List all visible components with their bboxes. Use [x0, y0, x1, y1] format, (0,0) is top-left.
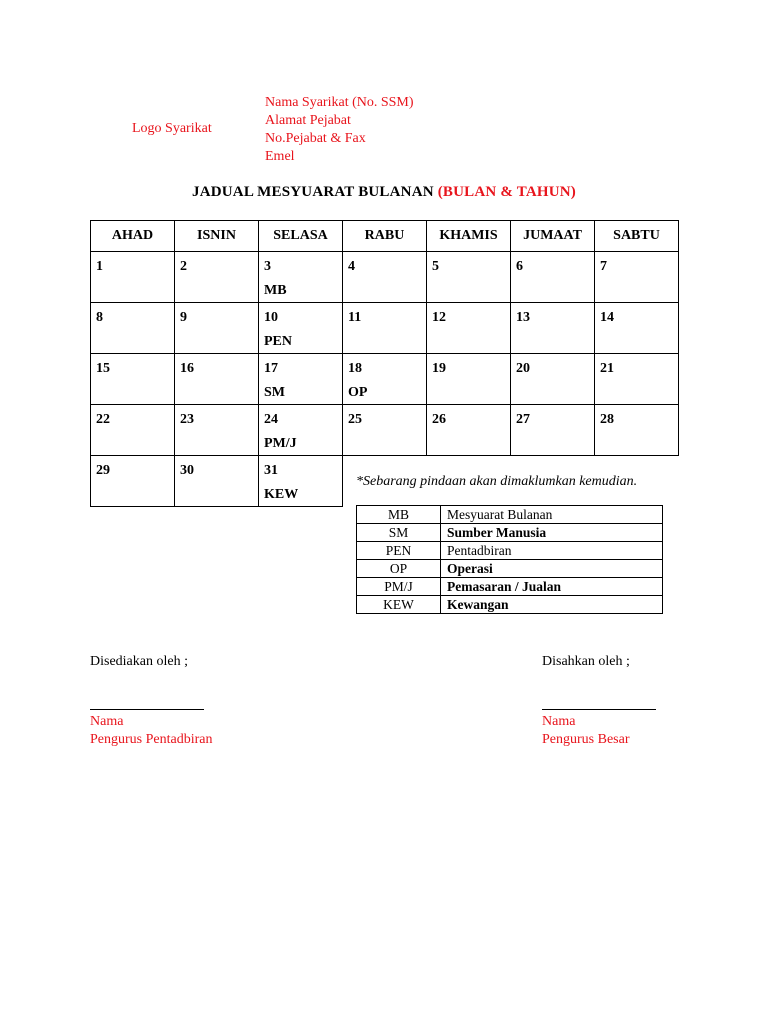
day-number: 17 [264, 361, 278, 376]
calendar-week-row [91, 405, 679, 456]
day-header: SABTU [595, 221, 679, 252]
calendar-day-cell [91, 252, 175, 303]
title-month-year: (BULAN & TAHUN) [437, 184, 576, 200]
prepared-name: Nama [90, 714, 124, 729]
legend-code: SM [357, 524, 441, 542]
day-number: 23 [180, 412, 194, 427]
day-number: 26 [432, 412, 446, 427]
calendar-day-cell [259, 456, 343, 507]
day-number: 7 [600, 259, 607, 274]
calendar-day-cell [259, 252, 343, 303]
calendar-day-cell [175, 303, 259, 354]
calendar-day-cell [427, 303, 511, 354]
day-number: 22 [96, 412, 110, 427]
calendar-day-cell [511, 405, 595, 456]
company-email: Emel [265, 149, 295, 164]
calendar-day-cell [427, 252, 511, 303]
day-number: 8 [96, 310, 103, 325]
meeting-code: MB [264, 283, 287, 298]
amendment-note: *Sebarang pindaan akan dimaklumkan kemudian. [356, 474, 638, 489]
legend-row [357, 596, 663, 614]
legend-row [357, 524, 663, 542]
calendar-day-cell [511, 354, 595, 405]
calendar-day-cell [511, 252, 595, 303]
calendar-week-row [91, 354, 679, 405]
day-number: 6 [516, 259, 523, 274]
calendar-day-cell [595, 354, 679, 405]
calendar-day-cell [595, 405, 679, 456]
day-number: 12 [432, 310, 446, 325]
approved-by-block [542, 653, 656, 749]
legend-row [357, 506, 663, 524]
legend-code: OP [357, 560, 441, 578]
calendar-day-cell [91, 303, 175, 354]
day-number: 3 [264, 259, 271, 274]
calendar-day-cell [343, 354, 427, 405]
calendar-day-cell [511, 303, 595, 354]
calendar-day-cell [91, 354, 175, 405]
day-number: 24 [264, 412, 278, 427]
legend-code: MB [357, 506, 441, 524]
day-number: 4 [348, 259, 355, 274]
day-number: 29 [96, 463, 110, 478]
day-number: 2 [180, 259, 187, 274]
company-phone-fax: No.Pejabat & Fax [265, 131, 366, 146]
legend-meaning: Kewangan [441, 596, 663, 614]
calendar-day-cell [175, 252, 259, 303]
calendar-day-cell [595, 303, 679, 354]
calendar-day-cell [91, 456, 175, 507]
day-number: 13 [516, 310, 530, 325]
approved-role: Pengurus Besar [542, 732, 630, 747]
legend-code: PM/J [357, 578, 441, 596]
calendar-day-cell [343, 405, 427, 456]
prepared-by-block [90, 653, 212, 749]
calendar-day-cell [259, 405, 343, 456]
page-title [0, 184, 768, 201]
calendar-day-cell [427, 405, 511, 456]
day-number: 15 [96, 361, 110, 376]
legend-code: PEN [357, 542, 441, 560]
meeting-code: OP [348, 385, 368, 400]
day-number: 28 [600, 412, 614, 427]
calendar-day-cell [175, 456, 259, 507]
day-number: 21 [600, 361, 614, 376]
meeting-code: PEN [264, 334, 292, 349]
day-number: 27 [516, 412, 530, 427]
calendar-day-cell [343, 252, 427, 303]
company-name: Nama Syarikat (No. SSM) [265, 95, 414, 110]
day-number: 11 [348, 310, 362, 325]
day-number: 25 [348, 412, 362, 427]
meeting-code: KEW [264, 487, 299, 502]
day-number: 31 [264, 463, 278, 478]
calendar-day-cell [343, 303, 427, 354]
prepared-signature-line [90, 709, 204, 710]
prepared-by-label: Disediakan oleh ; [90, 654, 188, 669]
day-header: AHAD [91, 221, 175, 252]
approved-signature-line [542, 709, 656, 710]
approved-by-label: Disahkan oleh ; [542, 654, 630, 669]
company-details [265, 94, 414, 166]
calendar-day-cell [427, 354, 511, 405]
calendar-week-row [91, 252, 679, 303]
legend-meaning: Pentadbiran [441, 542, 663, 560]
calendar-day-cell [259, 303, 343, 354]
calendar-header-row [91, 221, 679, 252]
legend-meaning: Pemasaran / Jualan [441, 578, 663, 596]
legend-meaning: Sumber Manusia [441, 524, 663, 542]
day-header: ISNIN [175, 221, 259, 252]
calendar-day-cell [175, 354, 259, 405]
meeting-calendar [90, 220, 679, 507]
legend-meaning: Mesyuarat Bulanan [441, 506, 663, 524]
day-header: SELASA [259, 221, 343, 252]
calendar-day-cell [259, 354, 343, 405]
day-number: 9 [180, 310, 187, 325]
meeting-code: PM/J [264, 436, 297, 451]
day-number: 30 [180, 463, 194, 478]
day-header: KHAMIS [427, 221, 511, 252]
calendar-week-row [91, 303, 679, 354]
day-number: 10 [264, 310, 278, 325]
legend-meaning: Operasi [441, 560, 663, 578]
day-number: 14 [600, 310, 614, 325]
approved-name: Nama [542, 714, 576, 729]
company-logo-placeholder: Logo Syarikat [132, 121, 212, 136]
day-number: 16 [180, 361, 194, 376]
company-address: Alamat Pejabat [265, 113, 351, 128]
calendar-day-cell [595, 252, 679, 303]
legend-row [357, 542, 663, 560]
calendar-day-cell [175, 405, 259, 456]
day-number: 19 [432, 361, 446, 376]
abbreviation-legend [356, 505, 663, 614]
calendar-day-cell [91, 405, 175, 456]
legend-row [357, 578, 663, 596]
meeting-code: SM [264, 385, 285, 400]
legend-row [357, 560, 663, 578]
day-header: JUMAAT [511, 221, 595, 252]
day-number: 20 [516, 361, 530, 376]
day-number: 1 [96, 259, 103, 274]
day-number: 5 [432, 259, 439, 274]
title-main: JADUAL MESYUARAT BULANAN [192, 184, 438, 200]
legend-code: KEW [357, 596, 441, 614]
day-number: 18 [348, 361, 362, 376]
prepared-role: Pengurus Pentadbiran [90, 732, 213, 747]
day-header: RABU [343, 221, 427, 252]
